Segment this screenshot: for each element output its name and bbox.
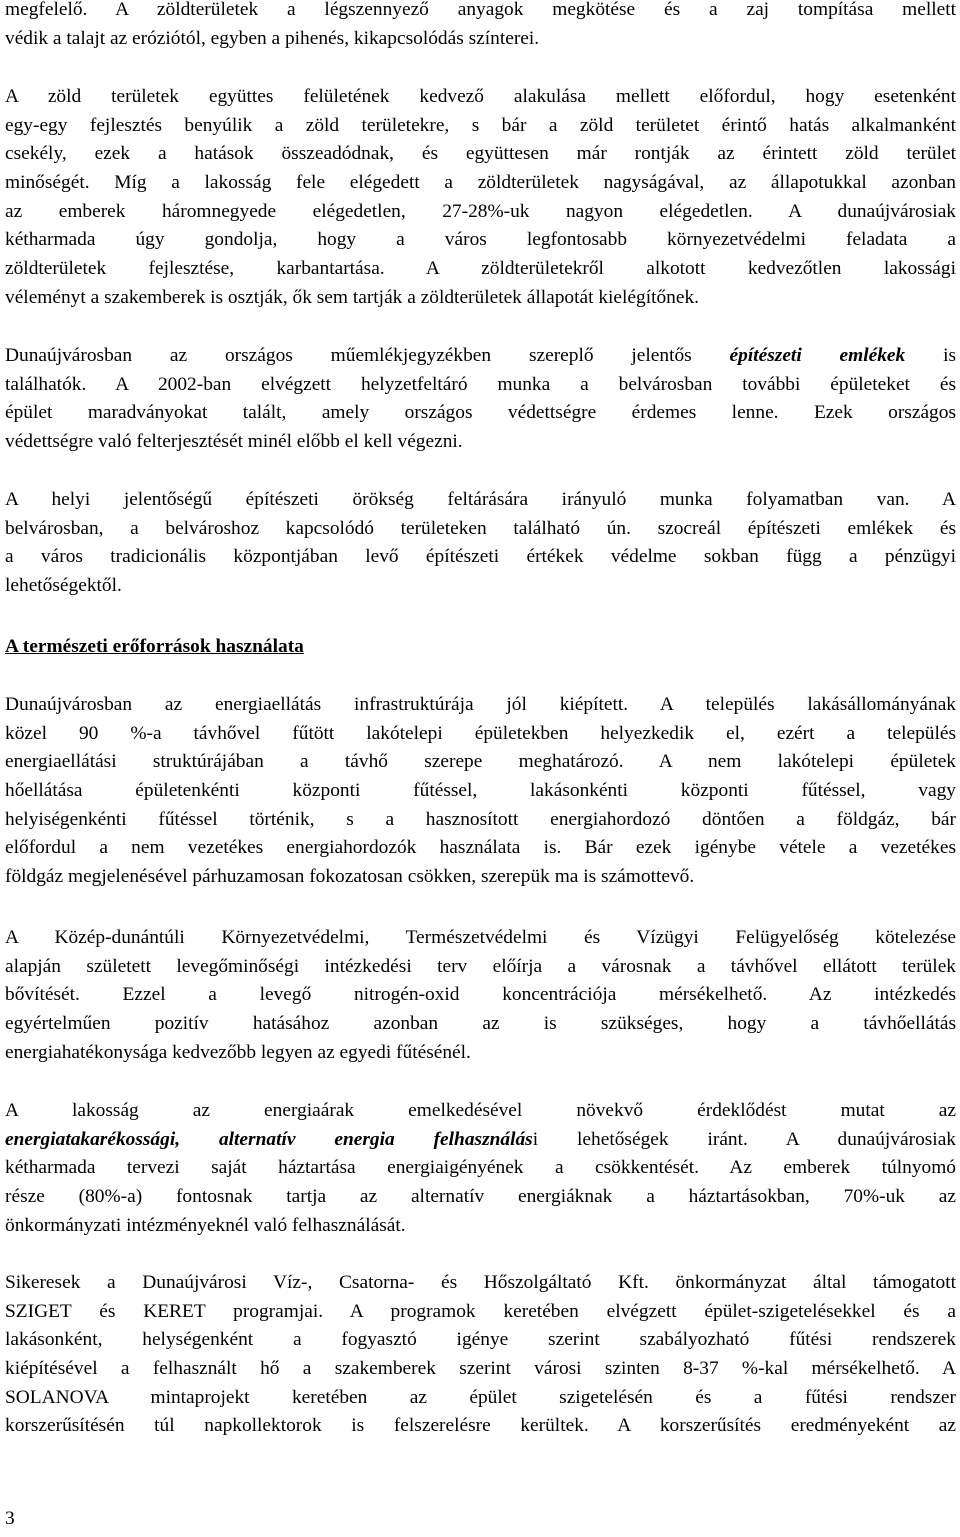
text-line: csekély, ezek a hatások összeadódnak, és együttesen már rontják az érintett zöld terület [5,143,956,165]
text-line: minőségét. Míg a lakosság fele elégedett a zöldterületek nagyságával, az állapotukkal azonban [5,172,956,194]
paragraph-architectural-monuments [5,342,956,457]
text-line: védik a talajt az eróziótól, egyben a pihenés, kikapcsolódás színterei. [5,27,540,49]
text-segment: Dunaújvárosban az országos műemlékjegyzékben szereplő jelentős [5,345,730,366]
text-line: egyértelműen pozitív hatásához azonban az is szükséges, hogy a távhőellátás [5,1013,956,1035]
text-line: korszerűsítésén túl napkollektorok is felszerelésre kerültek. A korszerűsítés eredményeként az [5,1415,956,1437]
text-line: előfordul a nem vezetékes energiahordozók használata is. Bár ezek igénybe vétele a vezetékes [5,837,956,859]
text-line [5,1126,956,1155]
text-line: energiaellátási struktúrájában a távhő szerepe meghatározó. A nem lakótelepi épületek [5,751,956,773]
text-line: közel 90 %-a távhővel fűtött lakótelepi épületekben helyezkedik el, ezért a település [5,722,956,744]
text-line: önkormányzati intézményeknél való felhasználását. [5,1214,406,1236]
paragraph-green-areas-quality [5,83,956,313]
text-line: megfelelő. A zöldterületek a légszennyező anyagok megkötése és a zaj tompítása mellett [5,0,956,20]
text-segment: i lehetőségek iránt. A dunaújvárosiak [532,1128,956,1150]
text-line: helyiségenkénti fűtéssel történik, s a hasznosított energiahordozó döntően a földgáz, bár [5,808,956,830]
text-line: A lakosság az energiaárak emelkedésével növekvő érdeklődést mutat az [5,1100,956,1121]
text-line: SZIGET és KERET programjai. A programok keretében elvégzett épület-szigetelésekkel és a [5,1300,956,1322]
text-line: része (80%-a) fontosnak tartja az alternatív energiáknak a háztartásokban, 70%-uk az [5,1186,956,1208]
emphasis-text: energiatakarékossági, alternatív energia felhasználás [5,1128,533,1150]
text-line: hőellátása épületenkénti központi fűtéssel, lakásonkénti központi fűtéssel, vagy [5,780,956,802]
text-line: lehetőségektől. [5,575,122,597]
page-number: 3 [5,1508,15,1529]
text-line: Dunaújvárosban az energiaellátás infrastruktúrája jól kiépített. A település lakásállományának [5,694,956,715]
text-line: alapján született levegőminőségi intézkedési terv előírja a városnak a távhővel ellátott terülek [5,955,956,977]
paragraph-energy-supply [5,691,956,892]
text-line: lakásonként, helységenként a fogyasztó igénye szerint szabályozható fűtési rendszerek [5,1329,956,1351]
text-line: SOLANOVA mintaprojekt keretében az épület szigetelésén és a fűtési rendszer [5,1386,956,1408]
text-line: kétharmada tervezi saját háztartása energiaigényének a csökkentését. Az emberek túlnyomó [5,1157,956,1179]
text-line: egy-egy fejlesztés benyúlik a zöld területekre, s bár a zöld területet érintő hatás alkalmanként [5,114,956,136]
text-line: bővítését. Ezzel a levegő nitrogén-oxid koncentrációja mérsékelhető. Az intézkedés [5,984,956,1006]
text-line: találhatók. A 2002-ban elvégzett helyzetfeltáró munka a belvárosban további épületeket és [5,373,956,395]
paragraph-local-heritage [5,486,956,601]
text-line: belvárosban, a belvároshoz kapcsolódó területeken található ún. szocreál építészeti emlékek és [5,517,956,539]
text-line: Sikeresek a Dunaújvárosi Víz-, Csatorna- és Hőszolgáltató Kft. önkormányzat által támogatott [5,1272,956,1293]
text-line: zöldterületek fejlesztése, karbantartása. A zöldterületekről alkotott kedvezőtlen lakossági [5,258,956,280]
paragraph-air-quality-plan [5,924,956,1067]
paragraph-green-areas-intro [5,0,956,53]
text-line: véleményt a szakemberek is osztják, ők sem tartják a zöldterületek állapotát kielégítőnek. [5,286,700,308]
text-line: védettségre való felterjesztését minél előbb el kell végezni. [5,431,463,453]
paragraph-energy-saving [5,1097,956,1240]
text-line: földgáz megjelenésével párhuzamosan fokozatosan csökken, szerepük ma is számottevő. [5,866,695,888]
paragraph-heating-programs [5,1269,956,1441]
section-heading: A természeti erőforrások használata [5,636,304,657]
text-line: energiahatékonysága kedvezőbb legyen az egyedi fűtésénél. [5,1041,471,1063]
text-line: A Közép-dunántúli Környezetvédelmi, Természetvédelmi és Vízügyi Felügyelőség kötelezése [5,927,956,948]
text-line: A helyi jelentőségű építészeti örökség feltárására irányuló munka folyamatban van. A [5,489,956,510]
text-line: a város tradicionális központjában levő építészeti értékek védelme sokban függ a pénzügyi [5,546,956,568]
text-line [5,342,956,371]
text-line: kétharmada úgy gondolja, hogy a város legfontosabb környezetvédelmi feladata a [5,229,956,251]
text-line: A zöld területek együttes felületének kedvező alakulása mellett előfordul, hogy esetenként [5,86,956,107]
text-line: kiépítésével a felhasznált hő a szakemberek szerint városi szinten 8-37 %-kal mérsékelhető. A [5,1358,956,1380]
text-line: az emberek háromnegyede elégedetlen, 27-28%-uk nagyon elégedetlen. A dunaújvárosiak [5,200,956,222]
text-segment: is [905,345,957,366]
text-line: épület maradványokat talált, amely országos védettségre érdemes lenne. Ezek országos [5,402,956,424]
emphasis-text: építészeti emlékek [729,345,906,366]
